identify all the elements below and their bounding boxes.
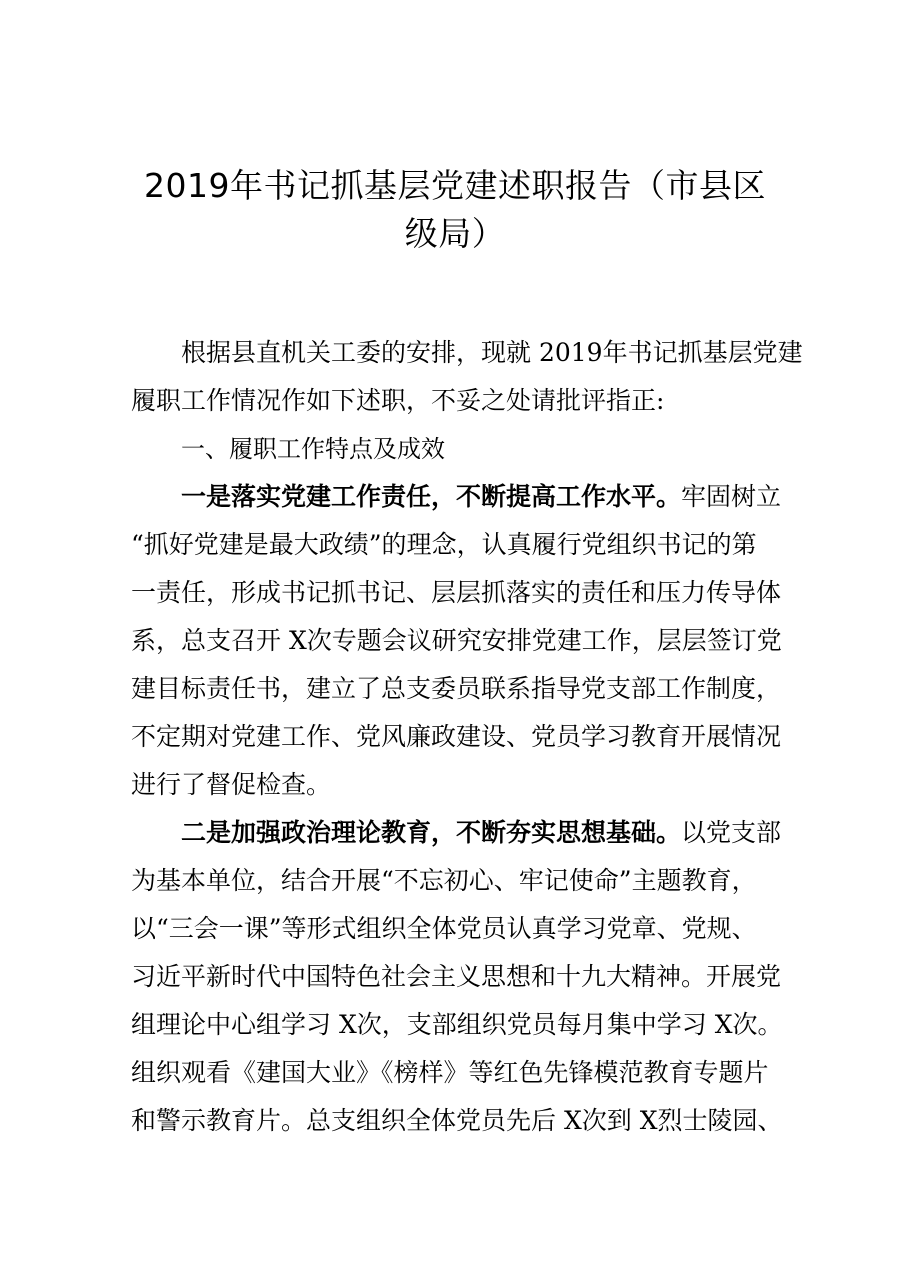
section-heading-1: 一、履职工作特点及成效 <box>181 435 445 463</box>
para2-line-3: 以“三会一课”等形式组织全体党员认真学习党章、党规、 <box>131 914 757 943</box>
para1-line-4: 系，总支召开 X次专题会议研究安排党建工作，层层签订党 <box>131 626 782 655</box>
para2-line-1 <box>181 815 781 851</box>
para1-line-5: 建目标责任书，建立了总支委员联系指导党支部工作制度， <box>131 674 782 703</box>
para1-lead: 一是落实党建工作责任，不断提高工作水平。 <box>181 482 682 511</box>
para1-line1-rest: 牢固树立 <box>681 482 782 511</box>
para2-line-6: 组织观看《建国大业》《榜样》等红色先锋模范教育专题片 <box>131 1058 769 1087</box>
para1-line-1 <box>181 479 781 515</box>
document-title-line-1: 2019年书记抓基层党建述职报告（市县区 <box>144 166 766 205</box>
para2-lead: 二是加强政治理论教育，不断夯实思想基础。 <box>181 818 682 847</box>
para2-line-4: 习近平新时代中国特色社会主义思想和十九大精神。开展党 <box>131 962 782 991</box>
para2-line-2: 为基本单位，结合开展“不忘初心、牢记使命”主题教育， <box>131 866 757 895</box>
para1-line-2: “抓好党建是最大政绩”的理念，认真履行党组织书记的第 <box>131 530 757 559</box>
para1-line-7: 进行了督促检查。 <box>131 770 332 799</box>
document-title-line-2: 级局） <box>404 214 506 253</box>
para2-line1-rest: 以党支部 <box>681 818 782 847</box>
intro-line-2: 履职工作情况作如下述职，不妥之处请批评指正: <box>131 386 665 415</box>
para1-line-3: 一责任，形成书记抓书记、层层抓落实的责任和压力传导体 <box>131 578 782 607</box>
para2-line-7: 和警示教育片。总支组织全体党员先后 X次到 X烈士陵园、 <box>131 1106 783 1135</box>
para2-line-5: 组理论中心组学习 X次，支部组织党员每月集中学习 X次。 <box>131 1010 783 1039</box>
intro-line-1: 根据县直机关工委的安排，现就 2019年书记抓基层党建 <box>181 338 803 367</box>
para1-line-6: 不定期对党建工作、党风廉政建设、党员学习教育开展情况 <box>131 722 782 751</box>
